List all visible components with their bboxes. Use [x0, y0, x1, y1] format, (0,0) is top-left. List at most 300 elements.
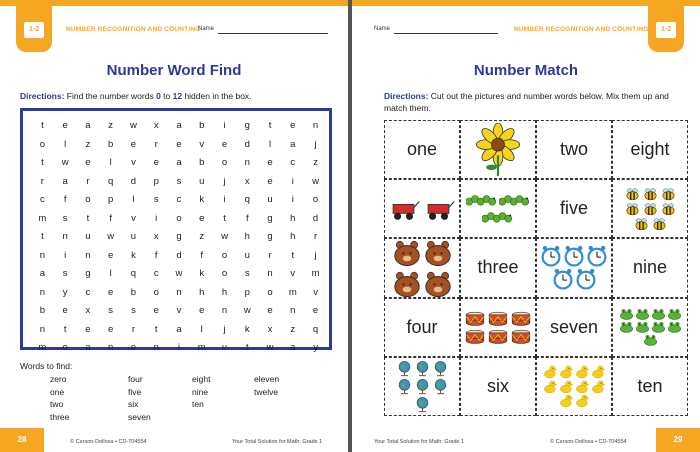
- drum-icon: [464, 310, 486, 327]
- globe-icon: [396, 360, 413, 377]
- letter-cell: m: [288, 286, 297, 298]
- number-word-card: [384, 120, 460, 179]
- letter-cell: a: [176, 323, 182, 335]
- right-footer: [352, 430, 700, 452]
- letter-cell: z: [85, 138, 91, 150]
- letter-cell: n: [39, 249, 46, 261]
- page-title: Number Match: [473, 62, 579, 79]
- letter-cell: g: [244, 120, 250, 131]
- letter-grid: [31, 117, 327, 358]
- letter-cell: a: [176, 157, 182, 168]
- letter-cell: v: [131, 212, 136, 224]
- letter-cell: d: [312, 212, 319, 224]
- letter-cell: w: [312, 175, 319, 187]
- letter-row: [31, 173, 327, 192]
- letter-cell: v: [131, 157, 136, 168]
- letter-row: [31, 154, 327, 173]
- word-to-find: nine: [192, 386, 209, 397]
- letter-cell: h: [199, 286, 205, 298]
- word-to-find: zero: [50, 374, 67, 384]
- bear-icon: [423, 238, 453, 267]
- letter-cell: b: [108, 138, 114, 150]
- letter-cell: n: [176, 286, 182, 298]
- letter-cell: f: [200, 249, 204, 261]
- bee-icon: [633, 217, 650, 231]
- letter-cell: v: [176, 305, 182, 316]
- drum-icon: [487, 310, 509, 327]
- number-word: six: [487, 375, 509, 396]
- letter-cell: q: [244, 194, 250, 205]
- picture-group: [615, 308, 685, 346]
- letter-row: [31, 265, 327, 284]
- footer-book-title: Your Total Solution for Math: Grade 1: [374, 439, 465, 445]
- word-to-find: seven: [128, 411, 151, 422]
- picture-group: [463, 123, 533, 177]
- letter-cell: x: [153, 120, 159, 131]
- letter-cell: g: [85, 268, 91, 279]
- footer-copyright: © Carson-Dellosa • CD-704554: [550, 439, 627, 445]
- caterpillar-icon: [499, 192, 531, 208]
- letter-cell: i: [291, 194, 294, 205]
- letter-cell: e: [199, 305, 205, 316]
- drum-icon: [510, 310, 532, 327]
- picture-group: [463, 310, 533, 344]
- letter-cell: g: [267, 231, 273, 242]
- number-word-card: [536, 298, 612, 357]
- letter-cell: u: [85, 231, 91, 242]
- word-search-box: [20, 108, 332, 353]
- chick-icon: [559, 365, 574, 379]
- letter-cell: s: [176, 175, 182, 187]
- bee-icon: [624, 187, 641, 201]
- letter-cell: u: [244, 249, 250, 261]
- picture-card: [612, 298, 688, 357]
- letter-cell: b: [130, 286, 137, 298]
- number-word-card: [536, 179, 612, 238]
- letter-cell: f: [63, 194, 67, 205]
- letter-cell: i: [64, 249, 67, 261]
- letter-cell: d: [244, 138, 250, 150]
- letter-row: [31, 302, 327, 321]
- letter-cell: t: [41, 120, 44, 131]
- letter-cell: d: [130, 175, 137, 187]
- letter-cell: c: [40, 194, 45, 205]
- letter-cell: e: [108, 249, 114, 261]
- picture-card: [384, 238, 460, 297]
- letter-cell: e: [199, 212, 205, 224]
- flower-icon: [471, 123, 525, 177]
- letter-row: [31, 321, 327, 340]
- letter-cell: x: [85, 305, 91, 316]
- name-label: Name: [374, 26, 391, 32]
- wagon-icon: [423, 197, 457, 221]
- letter-cell: z: [108, 120, 114, 131]
- letter-cell: s: [108, 305, 114, 316]
- word-to-find: five: [128, 386, 142, 397]
- letter-cell: t: [63, 323, 67, 335]
- letter-cell: r: [268, 249, 272, 261]
- letter-row: [31, 191, 327, 210]
- frog-icon: [619, 308, 634, 320]
- letter-cell: e: [130, 138, 137, 150]
- picture-group: [539, 365, 609, 408]
- letter-cell: g: [176, 231, 182, 242]
- bee-icon: [660, 202, 677, 216]
- number-word: ten: [637, 375, 663, 396]
- picture-card: [612, 179, 688, 238]
- letter-cell: a: [85, 120, 91, 131]
- page-number: 28: [0, 428, 44, 452]
- letter-cell: c: [85, 286, 91, 298]
- clock-icon: [575, 268, 597, 290]
- letter-cell: c: [153, 268, 159, 279]
- drum-icon: [464, 328, 486, 345]
- letter-cell: b: [199, 120, 205, 131]
- letter-cell: w: [175, 268, 183, 279]
- letter-cell: z: [199, 231, 205, 242]
- clock-icon: [563, 245, 585, 267]
- letter-cell: o: [221, 268, 228, 279]
- letter-cell: i: [223, 120, 226, 131]
- letter-cell: u: [267, 194, 273, 205]
- letter-cell: n: [221, 305, 228, 316]
- letter-cell: z: [290, 323, 296, 335]
- section-heading: NUMBER RECOGNITION AND COUNTING: [66, 26, 201, 33]
- letter-cell: f: [109, 212, 112, 224]
- letter-cell: j: [314, 138, 317, 150]
- letter-cell: e: [290, 120, 296, 131]
- picture-card: [460, 179, 536, 238]
- letter-cell: e: [267, 157, 273, 168]
- letter-cell: e: [312, 305, 319, 316]
- number-word-card: [460, 357, 536, 416]
- letter-cell: e: [153, 157, 159, 168]
- letter-cell: v: [313, 286, 318, 298]
- section-heading: NUMBER RECOGNITION AND COUNTING: [514, 26, 649, 33]
- letter-cell: j: [223, 175, 226, 187]
- match-grid: [384, 120, 688, 416]
- number-word-card: [536, 120, 612, 179]
- letter-cell: p: [244, 286, 250, 298]
- letter-cell: t: [291, 249, 295, 261]
- frog-icon: [643, 334, 658, 346]
- word-to-find: ten: [192, 399, 204, 409]
- letter-cell: t: [41, 231, 44, 242]
- letter-cell: h: [290, 212, 296, 224]
- letter-cell: a: [85, 342, 91, 353]
- letter-cell: l: [200, 323, 203, 335]
- letter-cell: m: [38, 342, 47, 353]
- clock-icon: [552, 268, 574, 290]
- letter-cell: m: [38, 212, 47, 224]
- letter-cell: t: [41, 157, 44, 168]
- frog-icon: [651, 308, 666, 320]
- letter-cell: a: [290, 138, 296, 150]
- bee-icon: [624, 202, 641, 216]
- letter-cell: r: [313, 231, 318, 242]
- letter-cell: o: [62, 342, 68, 353]
- letter-cell: w: [221, 231, 228, 242]
- letter-cell: k: [199, 194, 205, 205]
- directions: Directions: Cut out the pictures and number words below. Mix them up and match them.: [384, 91, 669, 113]
- frog-icon: [635, 321, 650, 333]
- letter-cell: y: [313, 342, 318, 353]
- picture-card: [460, 120, 536, 179]
- left-page: [0, 0, 348, 452]
- letter-cell: l: [132, 194, 135, 205]
- right-page: [352, 0, 700, 452]
- letter-cell: n: [267, 268, 273, 279]
- letter-cell: e: [267, 305, 273, 316]
- picture-group: [615, 187, 685, 230]
- bear-icon: [392, 238, 422, 267]
- letter-cell: m: [197, 342, 206, 353]
- bee-icon: [642, 187, 659, 201]
- name-line: [394, 33, 498, 34]
- number-word: eight: [630, 139, 670, 160]
- number-word: nine: [632, 257, 668, 278]
- letter-cell: s: [131, 305, 136, 316]
- letter-cell: e: [62, 120, 68, 131]
- caterpillar-icon: [466, 192, 498, 208]
- letter-cell: n: [108, 342, 114, 353]
- letter-cell: i: [177, 342, 181, 353]
- caterpillar-icon: [482, 209, 514, 225]
- word-to-find: one: [50, 386, 65, 397]
- picture-group: [387, 197, 457, 221]
- letter-cell: t: [154, 323, 158, 335]
- picture-group: [387, 238, 457, 297]
- globe-icon: [432, 360, 449, 377]
- letter-cell: q: [130, 268, 137, 279]
- letter-cell: c: [290, 157, 296, 168]
- number-word-card: [612, 357, 688, 416]
- letter-cell: s: [244, 268, 250, 279]
- frog-icon: [635, 308, 650, 320]
- letter-cell: l: [268, 138, 272, 150]
- letter-cell: k: [131, 249, 136, 261]
- letter-cell: b: [199, 157, 205, 168]
- bee-icon: [660, 187, 677, 201]
- letter-cell: i: [155, 212, 158, 224]
- picture-card: [536, 357, 612, 416]
- bee-icon: [651, 217, 668, 231]
- name-line: [218, 33, 328, 34]
- number-word-card: [384, 298, 460, 357]
- frog-icon: [667, 308, 682, 320]
- letter-cell: w: [243, 305, 251, 316]
- letter-cell: h: [244, 231, 250, 242]
- drum-icon: [510, 328, 532, 345]
- letter-cell: k: [199, 268, 205, 279]
- letter-cell: w: [61, 157, 69, 168]
- footer-copyright: © Carson-Dellosa • CD-704554: [70, 439, 147, 445]
- letter-cell: q: [312, 323, 319, 335]
- letter-cell: e: [85, 157, 91, 168]
- letter-cell: e: [85, 323, 91, 335]
- picture-card: [384, 357, 460, 416]
- drum-icon: [487, 328, 509, 345]
- number-word: three: [477, 257, 519, 278]
- bear-icon: [392, 268, 422, 297]
- letter-row: [31, 284, 327, 303]
- letter-row: [31, 210, 327, 229]
- letter-cell: j: [314, 249, 317, 261]
- name-label: Name: [198, 26, 215, 32]
- footer-book-title: Your Total Solution for Math: Grade 1: [232, 439, 323, 445]
- number-word: one: [406, 139, 438, 160]
- letter-cell: e: [62, 305, 68, 316]
- letter-row: [31, 117, 327, 136]
- page-number: 29: [656, 428, 700, 452]
- globe-icon: [414, 378, 431, 395]
- letter-cell: j: [223, 323, 226, 335]
- chick-icon: [575, 365, 590, 379]
- number-word-card: [612, 238, 688, 297]
- letter-cell: w: [130, 120, 137, 131]
- letter-cell: a: [62, 175, 68, 187]
- letter-cell: l: [64, 138, 67, 150]
- letter-cell: u: [130, 231, 137, 242]
- letter-cell: t: [86, 212, 90, 224]
- word-to-find: three: [50, 411, 70, 422]
- top-accent-bar: [0, 0, 348, 6]
- picture-group: [539, 245, 609, 290]
- letter-cell: h: [290, 231, 296, 242]
- letter-cell: v: [199, 138, 205, 150]
- globe-icon: [414, 396, 431, 413]
- picture-group: [463, 192, 533, 225]
- letter-cell: o: [267, 286, 273, 298]
- letter-cell: n: [290, 305, 296, 316]
- number-word: five: [559, 198, 588, 219]
- letter-cell: s: [62, 212, 68, 224]
- letter-cell: b: [39, 305, 46, 316]
- page-title: Number Word Find: [106, 62, 242, 79]
- chick-icon: [591, 380, 606, 394]
- letter-cell: e: [176, 138, 182, 150]
- chick-icon: [591, 365, 606, 379]
- letter-cell: o: [153, 286, 159, 298]
- letter-cell: y: [62, 286, 68, 298]
- chapter-tab-icon: 1-2: [24, 22, 44, 38]
- letter-cell: q: [108, 175, 114, 187]
- directions: Directions: Find the number words 0 to 12 hidden in the box.: [20, 91, 252, 101]
- letter-cell: o: [221, 249, 228, 261]
- letter-cell: n: [62, 231, 68, 242]
- chick-icon: [575, 394, 590, 408]
- letter-cell: r: [86, 175, 90, 187]
- letter-cell: o: [85, 194, 91, 205]
- chick-icon: [559, 380, 574, 394]
- letter-cell: n: [85, 249, 91, 261]
- letter-cell: p: [153, 175, 159, 187]
- letter-cell: u: [199, 175, 205, 187]
- letter-cell: r: [131, 323, 136, 335]
- letter-row: [31, 339, 327, 358]
- chapter-tab-icon: 1-2: [656, 22, 676, 38]
- globe-icon: [414, 360, 431, 377]
- letter-cell: r: [154, 138, 158, 150]
- letter-cell: a: [290, 342, 296, 353]
- letter-cell: f: [154, 249, 158, 261]
- word-to-find: six: [128, 399, 139, 409]
- word-to-find: eleven: [254, 374, 280, 384]
- words-to-find-label: Words to find:: [20, 361, 73, 371]
- letter-cell: v: [290, 268, 296, 279]
- letter-cell: w: [266, 342, 274, 353]
- letter-cell: e: [267, 175, 273, 187]
- number-word-card: [460, 238, 536, 297]
- wagon-icon: [388, 197, 422, 221]
- number-word: four: [406, 316, 438, 337]
- letter-cell: u: [221, 342, 228, 353]
- letter-cell: r: [40, 175, 44, 187]
- letter-cell: m: [311, 268, 320, 279]
- clock-icon: [540, 245, 562, 267]
- letter-cell: t: [223, 212, 226, 224]
- letter-cell: e: [108, 323, 114, 335]
- globe-icon: [432, 378, 449, 395]
- chick-icon: [575, 380, 590, 394]
- picture-card: [536, 238, 612, 297]
- letter-cell: c: [176, 194, 182, 205]
- letter-cell: i: [223, 194, 226, 205]
- directions-label: Directions:: [20, 91, 65, 101]
- letter-cell: n: [39, 286, 46, 298]
- chapter-tab: [648, 0, 684, 52]
- chick-icon: [543, 365, 558, 379]
- letter-cell: f: [245, 212, 249, 224]
- letter-row: [31, 228, 327, 247]
- picture-group: [387, 360, 457, 413]
- clock-icon: [586, 245, 608, 267]
- letter-cell: n: [153, 342, 159, 353]
- directions-label: Directions:: [384, 91, 429, 101]
- letter-cell: x: [244, 175, 250, 187]
- bear-icon: [423, 268, 453, 297]
- letter-cell: t: [268, 120, 272, 131]
- letter-cell: o: [221, 157, 228, 168]
- frog-icon: [651, 321, 666, 333]
- letter-cell: o: [176, 212, 182, 224]
- letter-cell: h: [221, 286, 228, 298]
- letter-cell: t: [245, 342, 249, 353]
- letter-row: [31, 136, 327, 155]
- letter-cell: l: [109, 157, 112, 168]
- letter-cell: x: [267, 323, 273, 335]
- letter-cell: k: [244, 323, 250, 335]
- letter-row: [31, 247, 327, 266]
- word-to-find: two: [50, 399, 64, 409]
- bee-icon: [642, 202, 659, 216]
- chick-icon: [559, 394, 574, 408]
- letter-cell: n: [312, 120, 319, 131]
- letter-cell: z: [313, 157, 318, 168]
- letter-cell: d: [176, 249, 182, 261]
- globe-icon: [396, 378, 413, 395]
- letter-cell: e: [108, 286, 114, 298]
- picture-card: [460, 298, 536, 357]
- chick-icon: [543, 380, 558, 394]
- letter-cell: l: [109, 268, 112, 279]
- letter-cell: n: [244, 157, 250, 168]
- letter-cell: e: [153, 305, 159, 316]
- number-word-card: [612, 120, 688, 179]
- letter-cell: e: [221, 138, 228, 150]
- picture-card: [384, 179, 460, 238]
- frog-icon: [619, 321, 634, 333]
